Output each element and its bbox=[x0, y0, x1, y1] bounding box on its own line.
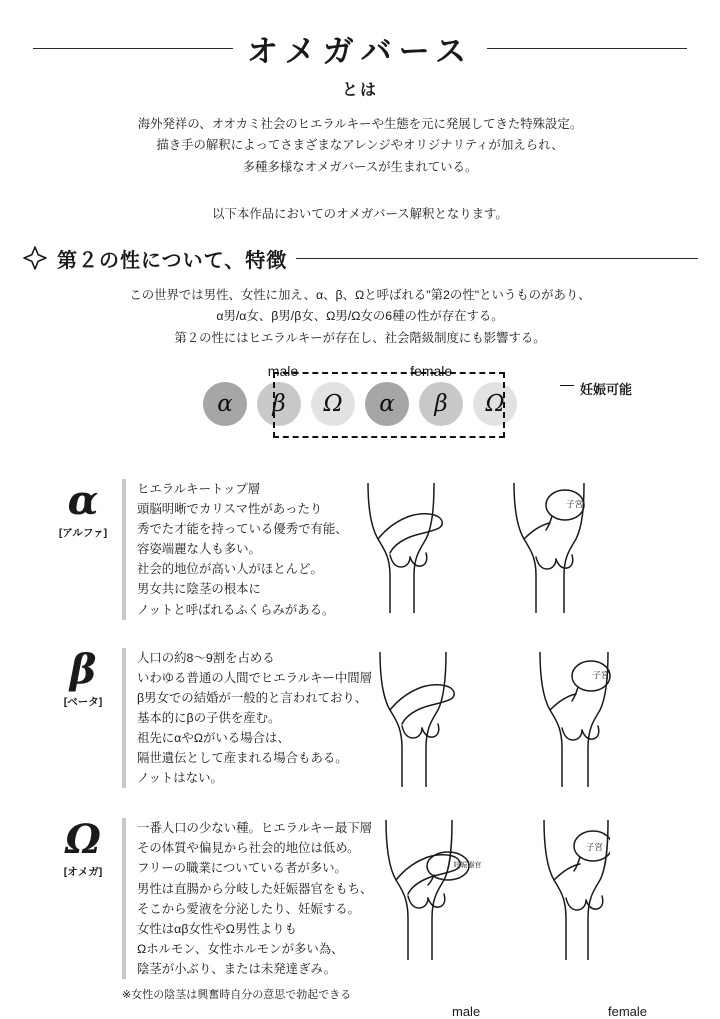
intro-note: 以下本作品においてのオメガバース解釈となります。 bbox=[212, 206, 508, 221]
page-title: オメガバース bbox=[246, 34, 474, 70]
omega-kana: [オメガ] bbox=[63, 866, 103, 879]
alpha-line-2: 頭脳明晰でカリスマ性があったり bbox=[137, 502, 323, 517]
omega-line-1: 一番人口の少ない種。ヒエラルキー最下層 bbox=[137, 821, 373, 836]
omega-line-3: フリーの職業についている者が多い。 bbox=[137, 861, 347, 876]
alpha-line-3: 秀でた才能を持っている優秀で有能、 bbox=[137, 522, 348, 537]
section-rule bbox=[296, 258, 698, 259]
page-header bbox=[0, 0, 720, 100]
beta-figures bbox=[372, 648, 720, 789]
omega-glyph-column bbox=[44, 818, 122, 979]
title-row bbox=[0, 26, 720, 71]
beta-line-4: 基本的にβの子供を産む。 bbox=[137, 710, 281, 725]
gender-chart bbox=[0, 363, 720, 455]
type-block-beta bbox=[44, 645, 720, 789]
intro-line-1: 海外発祥の、オオカミ社会のヒエラルキーや生態を元に発展してきた特殊設定。 bbox=[137, 117, 583, 131]
circle-female-beta: β bbox=[419, 382, 463, 426]
omega-figures bbox=[372, 818, 720, 979]
intro-paragraph bbox=[0, 114, 720, 178]
title-rule-right bbox=[487, 48, 687, 49]
omega-line-6: 女性はαβ女性やΩ男性よりも bbox=[137, 921, 297, 936]
diamond-icon bbox=[22, 245, 48, 271]
circle-female-alpha: α bbox=[365, 382, 409, 426]
section-heading bbox=[22, 244, 698, 273]
omega-pregnancy-organ-label: 妊娠器官 bbox=[453, 862, 482, 870]
circle-female-omega: Ω bbox=[473, 382, 517, 426]
title-rule-left bbox=[33, 48, 233, 49]
circle-male-omega: Ω bbox=[311, 382, 355, 426]
female-figure-label: female bbox=[608, 1004, 648, 1019]
circle-male-beta: β bbox=[257, 382, 301, 426]
beta-glyph: β bbox=[69, 645, 97, 693]
gender-chart-labels bbox=[0, 363, 720, 379]
male-figure-label: male bbox=[452, 1004, 481, 1019]
alpha-glyph: α bbox=[67, 476, 99, 524]
beta-glyph-column bbox=[44, 645, 122, 789]
alpha-figures bbox=[348, 479, 720, 620]
omega-line-7: Ωホルモン、女性ホルモンが多い為、 bbox=[137, 941, 344, 956]
beta-uterus-label: 子宮 bbox=[592, 669, 610, 680]
omega-line-4: 男性は直腸から分岐した妊娠器官をもち、 bbox=[137, 881, 373, 896]
type-block-alpha bbox=[44, 476, 720, 620]
beta-line-1: 人口の約8〜9割を占める bbox=[137, 650, 275, 665]
section-body bbox=[0, 285, 720, 349]
page-subtitle: とは bbox=[341, 82, 378, 99]
circle-male-alpha: α bbox=[203, 382, 247, 426]
alpha-kana: [アルファ] bbox=[58, 526, 108, 539]
omega-line-8: 陰茎が小ぶり、または未発達ぎみ。 bbox=[137, 961, 336, 976]
omega-line-5: そこから愛液を分泌したり、妊娠する。 bbox=[137, 901, 361, 916]
alpha-line-6: 男女共に陰茎の根本に bbox=[137, 582, 261, 597]
alpha-glyph-column bbox=[44, 476, 122, 620]
section-line-1: この世界では男性、女性に加え、α、β、Ωと呼ばれる"第2の性"というものがあり、 bbox=[129, 287, 591, 302]
intro-line-3: 多種多様なオメガバースが生まれている。 bbox=[242, 159, 478, 174]
beta-kana: [ベータ] bbox=[63, 695, 103, 708]
beta-description bbox=[122, 648, 372, 789]
beta-line-7: ノットはない。 bbox=[137, 771, 223, 786]
female-header-label: female bbox=[410, 362, 453, 379]
omega-glyph: Ω bbox=[65, 816, 101, 864]
alpha-line-7: ノットと呼ばれるふくらみがある。 bbox=[137, 602, 335, 617]
alpha-line-1: ヒエラルキートップ層 bbox=[137, 481, 261, 496]
beta-line-6: 隔世遺伝として産まれる場合もある。 bbox=[137, 751, 348, 766]
type-block-omega bbox=[44, 818, 720, 979]
section-line-2: α男/α女、β男/β女、Ω男/Ω女の6種の性が存在する。 bbox=[216, 309, 504, 324]
beta-line-3: β男女での結婚が一般的と言われており、 bbox=[137, 690, 368, 705]
section-title: 第２の性について、特徴 bbox=[57, 249, 288, 272]
alpha-line-4: 容姿端麗な人も多い。 bbox=[137, 542, 261, 557]
male-header-label: male bbox=[267, 362, 299, 379]
omega-line-2: その体質や偏見から社会的地位は低め。 bbox=[137, 841, 360, 856]
section-line-3: 第２の性にはヒエラルキーが存在し、社会階級制度にも影響する。 bbox=[174, 330, 546, 345]
beta-line-2: いわゆる普通の人間でヒエラルキー中間層 bbox=[137, 670, 373, 685]
pregnancy-label: 妊娠可能 bbox=[579, 381, 632, 397]
beta-line-5: 祖先にαやΩがいる場合は、 bbox=[137, 731, 290, 745]
omega-anatomy-illustration bbox=[330, 820, 610, 960]
omega-uterus-label: 子宮 bbox=[585, 842, 603, 853]
intro-line-2: 描き手の解釈によってさまざまなアレンジやオリジナリティが加えられ、 bbox=[156, 138, 564, 153]
alpha-line-5: 社会的地位が高い人がほとんど。 bbox=[137, 562, 323, 577]
alpha-description bbox=[122, 479, 348, 620]
footnote: ※女性の陰茎は興奮時自分の意思で勃起できる bbox=[122, 989, 352, 1001]
pregnancy-connector bbox=[560, 385, 574, 386]
alpha-uterus-label: 子宮 bbox=[566, 498, 584, 509]
